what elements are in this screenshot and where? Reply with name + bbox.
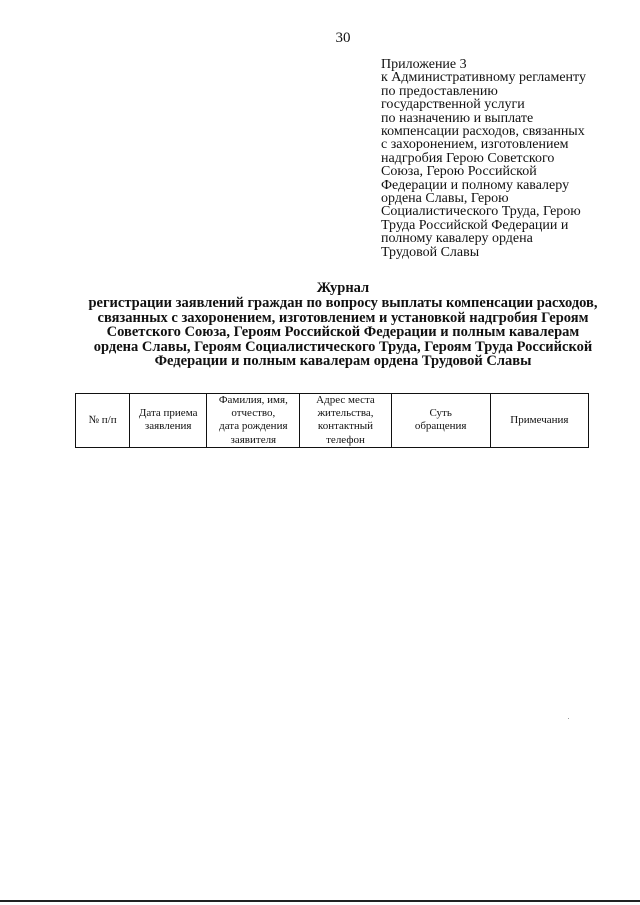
appendix-line: Социалистического Труда, Герою (381, 204, 581, 220)
journal-subtitle-line: ордена Славы, Героям Социалистического Труда, Героям Труда Российской (93, 338, 593, 355)
appendix-line: надгробия Герою Советского (381, 150, 555, 166)
table-header-row (76, 394, 589, 448)
header-line: контактный (317, 420, 374, 433)
appendix-block (381, 58, 621, 259)
header-line: обращения (414, 420, 467, 433)
header-line: Дата приема (138, 407, 198, 420)
journal-subtitle-line: связанных с захоронением, изготовлением и установкой надгробия Героям (97, 309, 589, 326)
header-line: Фамилия, имя, (218, 394, 288, 406)
appendix-line: с захоронением, изготовлением (381, 137, 569, 153)
appendix-line: Трудовой Славы (381, 244, 480, 260)
column-number-header (76, 394, 130, 448)
header-line: жительства, (317, 407, 374, 420)
appendix-line: по назначению и выплате (381, 110, 534, 126)
header-line: Адрес места (316, 394, 375, 406)
column-subject-header (391, 394, 490, 448)
appendix-line: по предоставлению (381, 83, 498, 99)
header-line: № п/п (88, 413, 117, 426)
appendix-line: полному кавалеру ордена (381, 231, 533, 247)
header-line: телефон (326, 433, 365, 446)
column-date-header (130, 394, 207, 448)
column-applicant-header (207, 394, 300, 448)
journal-title: Журнал (316, 280, 370, 296)
header-line: Суть (429, 407, 452, 420)
journal-subtitle (60, 296, 626, 369)
appendix-line: Приложение 3 (381, 57, 467, 72)
journal-subtitle-line: Федерации и полным кавалерам ордена Трудовой Славы (154, 353, 532, 370)
appendix-line: государственной услуги (381, 97, 525, 113)
appendix-line: Труда Российской Федерации и (381, 217, 569, 233)
appendix-line: Союза, Герою Российской (381, 164, 537, 180)
page-number: 30 (335, 30, 351, 46)
journal-subtitle-line: Советского Союза, Героям Российской Федерации и полным кавалерам (106, 324, 580, 341)
appendix-line: компенсации расходов, связанных (381, 124, 585, 140)
scan-edge-line (0, 900, 640, 902)
scan-speck (568, 718, 569, 719)
journal-subtitle-line: регистрации заявлений граждан по вопросу выплаты компенсации расходов, (88, 295, 598, 311)
registration-table (75, 393, 589, 448)
header-line: дата рождения (219, 420, 288, 433)
column-address-header (300, 394, 391, 448)
column-notes-header (490, 394, 588, 448)
appendix-line: ордена Славы, Герою (381, 191, 509, 207)
header-line: заявителя (230, 433, 277, 446)
appendix-line: Федерации и полному кавалеру (381, 177, 570, 193)
header-line: Примечания (510, 413, 569, 426)
header-line: заявления (144, 420, 192, 433)
appendix-line: к Административному регламенту (381, 70, 586, 86)
header-line: отчество, (231, 407, 276, 420)
